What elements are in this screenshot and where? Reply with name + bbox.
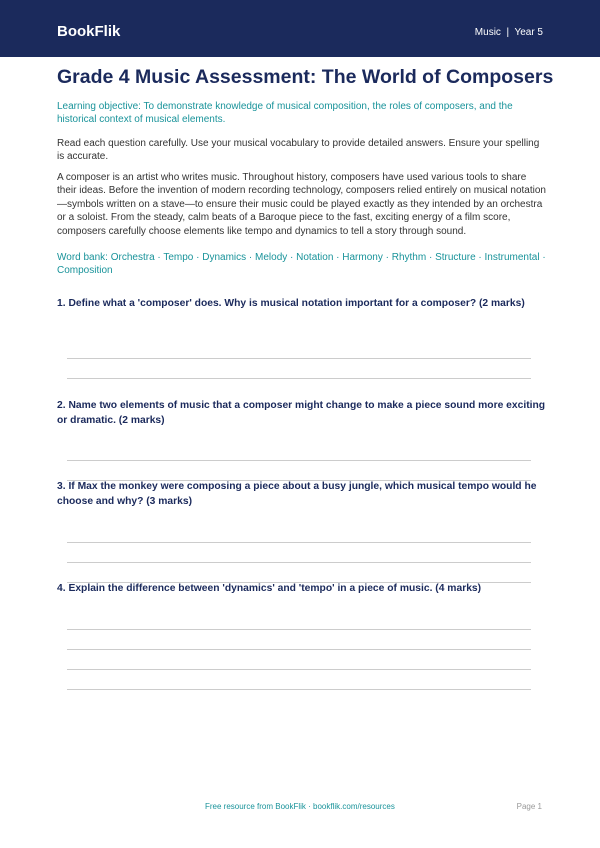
question-3: 3. If Max the monkey were composing a piece about a busy jungle, which musical tempo would he choose and why? (3 marks) xyxy=(57,481,537,507)
brand-logo-text: BookFlik xyxy=(57,23,121,40)
page-number: Page 1 xyxy=(516,802,542,811)
question-4: 4. Explain the difference between 'dynamics' and 'tempo' in a piece of music. (4 marks) xyxy=(57,583,482,594)
word-bank: Word bank: Orchestra · Tempo · Dynamics · Melody · Notation · Harmony · Rhythm · Structure · Instrumental · Composition xyxy=(57,252,546,277)
answer-line[interactable] xyxy=(67,649,531,650)
answer-line[interactable] xyxy=(67,378,531,379)
reading-passage: A composer is an artist who writes music. Throughout history, composers have used various tools to share their ideas. Before the invention of modern recording technology, composers relied entirely on musical notation—symbols written on a stave—to ensure their music could be played exactly as they intended by an orchestra or a soloist. From the steady, calm beats of a Baroque piece to the fast, exciting energy of a film score, composers carefully choose elements like tempo and dynamics to tell a story through sound. xyxy=(57,172,546,237)
page-title: Grade 4 Music Assessment: The World of Composers xyxy=(57,66,554,88)
answer-line[interactable] xyxy=(67,562,531,563)
answer-line[interactable] xyxy=(67,669,531,670)
answer-line[interactable] xyxy=(67,358,531,359)
instructions: Read each question carefully. Use your musical vocabulary to provide detailed answers. Ensure your spelling is accurate. xyxy=(57,138,540,163)
header-bar xyxy=(0,0,600,57)
answer-line[interactable] xyxy=(67,689,531,690)
question-1: 1. Define what a 'composer' does. Why is musical notation important for a composer? (2 marks) xyxy=(57,298,525,309)
subject-year-label: Music | Year 5 xyxy=(474,27,543,38)
learning-objective: Learning objective: To demonstrate knowledge of musical composition, the roles of composers, and the historical context of musical elements. xyxy=(57,101,513,126)
answer-line[interactable] xyxy=(67,460,531,461)
question-2: 2. Name two elements of music that a composer might change to make a piece sound more exciting or dramatic. (2 marks) xyxy=(57,400,546,426)
answer-line[interactable] xyxy=(67,542,531,543)
answer-line[interactable] xyxy=(67,629,531,630)
footer-resource-link[interactable]: Free resource from BookFlik · bookflik.com/resources xyxy=(205,802,395,811)
